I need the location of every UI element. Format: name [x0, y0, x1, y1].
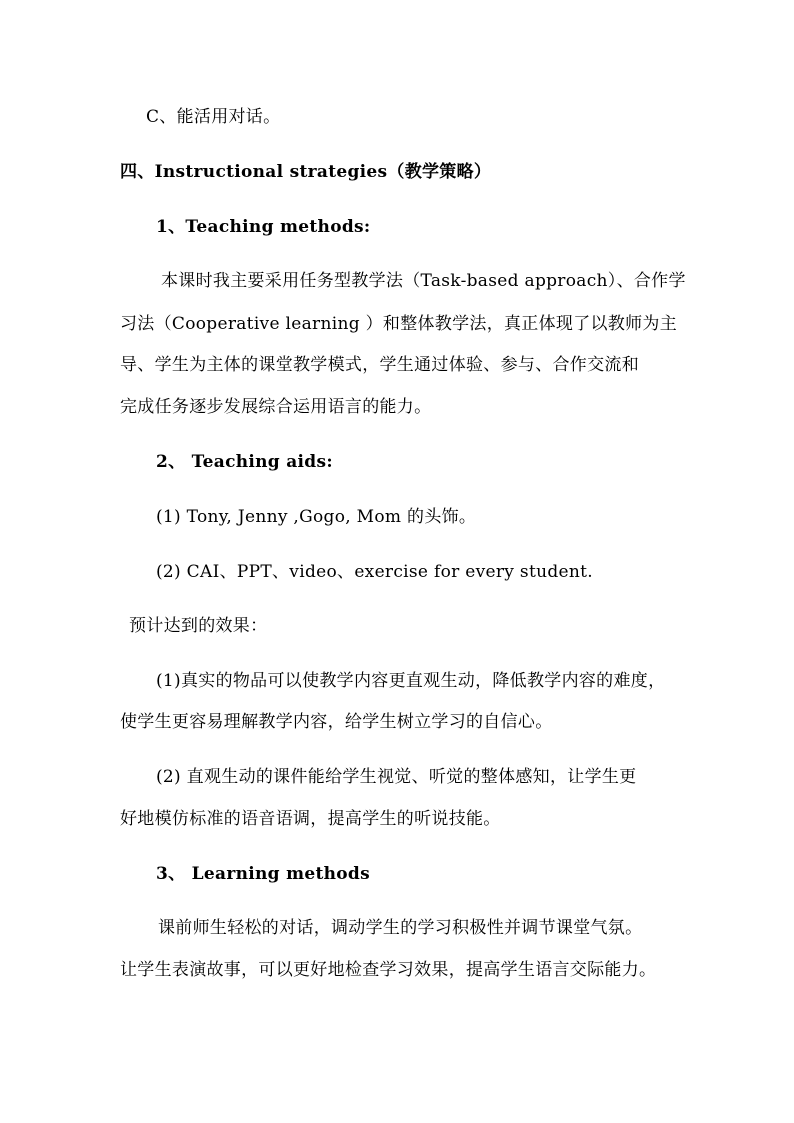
learning-methods-heading: 3、 Learning methods: [156, 864, 370, 884]
teaching-methods-line-2: 习法（Cooperative learning ）和整体教学法，真正体现了以教师为主: [120, 314, 677, 334]
teaching-methods-line-4: 完成任务逐步发展综合运用语言的能力。: [120, 397, 432, 417]
effect-2-line-2: 好地模仿标准的语音语调，提高学生的听说技能。: [120, 809, 501, 829]
expected-effect-label: 预计达到的效果：: [129, 616, 268, 636]
teaching-aids-item-2: (2) CAI、PPT、video、exercise for every student.: [156, 562, 593, 582]
learning-methods-line-2: 让学生表演故事，可以更好地检查学习效果，提高学生语言交际能力。: [120, 960, 657, 980]
teaching-aids-item-1: (1) Tony, Jenny ,Gogo, Mom 的头饰。: [156, 507, 477, 527]
learning-methods-line-1: 课前师生轻松的对话，调动学生的学习积极性并调节课堂气氛。: [158, 918, 643, 938]
objective-c-text: C、能活用对话。: [146, 107, 281, 127]
teaching-methods-line-1: 本课时我主要采用任务型教学法（Task-based approach）、合作学: [161, 271, 686, 291]
effect-2-line-1: (2) 直观生动的课件能给学生视觉、听觉的整体感知，让学生更: [156, 767, 637, 787]
teaching-methods-line-3: 导、学生为主体的课堂教学模式，学生通过体验、参与、合作交流和: [120, 355, 639, 375]
teaching-aids-heading: 2、 Teaching aids:: [156, 452, 333, 472]
section-four-heading: 四、Instructional strategies（教学策略）: [120, 162, 492, 182]
effect-1-line-2: 使学生更容易理解教学内容，给学生树立学习的自信心。: [120, 712, 553, 732]
teaching-methods-heading: 1、Teaching methods:: [156, 217, 371, 237]
effect-1-line-1: (1)真实的物品可以使教学内容更直观生动，降低教学内容的难度，: [156, 671, 666, 691]
